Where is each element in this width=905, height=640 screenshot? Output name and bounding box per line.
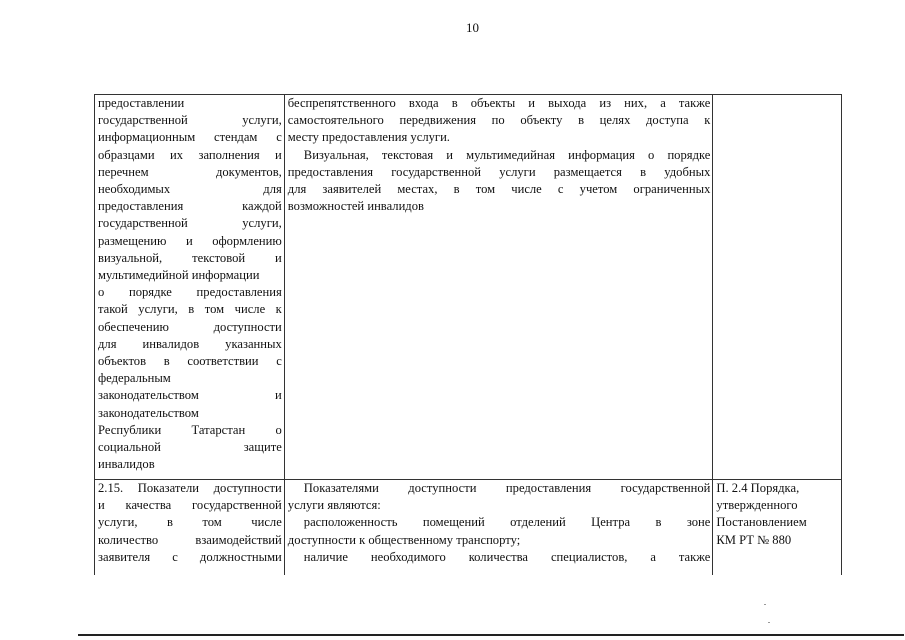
text-line: Показателями доступности предоставления государственной [303, 481, 711, 495]
text-line: услуги, в том числе [98, 515, 282, 530]
text-line: самостоятельного передвижения по объекту в целях доступа к [287, 113, 711, 128]
text-line: информационным стендам с [98, 130, 282, 145]
text-line: доступности к общественному транспорту; [287, 532, 521, 547]
text-line: законодательством и [98, 388, 282, 403]
text-line: Постановлением [716, 515, 807, 530]
text-line: услуги являются: [287, 498, 381, 513]
text-line: мультимедийной информации [98, 268, 260, 283]
page-edge-line [78, 634, 904, 636]
text-line: П. 2.4 Порядка, [716, 481, 800, 495]
text-line: Визуальная, текстовая и мультимедийная информация о порядке [303, 147, 711, 162]
text-line: размещению и оформлению [98, 233, 282, 248]
text-line: Республики Татарстан о [98, 422, 282, 437]
requirement-cell [95, 95, 285, 480]
text-line: утвержденного [716, 498, 798, 513]
text-line: государственной услуги, [98, 216, 282, 231]
text-line: необходимых для [98, 182, 282, 197]
text-line: перечнем документов, [98, 164, 282, 179]
text-line: социальной защите [98, 440, 282, 455]
text-line: расположенность помещений отделений Центра в зоне [303, 515, 711, 530]
text-line: предоставления каждой [98, 199, 282, 214]
text-line: месту предоставления услуги. [287, 130, 450, 145]
text-line: предоставлении [98, 96, 185, 110]
reference-cell [713, 480, 842, 576]
text-line: федеральным [98, 371, 171, 386]
text-line: такой услуги, в том числе к [98, 302, 282, 317]
text-line: инвалидов [98, 457, 155, 472]
text-line: образцами их заполнения и [98, 147, 282, 162]
description-cell [284, 95, 713, 480]
text-line: обеспечению доступности [98, 319, 282, 334]
reference-cell [713, 95, 842, 480]
text-line: 2.15. Показатели доступности [98, 481, 282, 495]
text-line: возможностей инвалидов [287, 199, 424, 214]
text-line: для инвалидов указанных [98, 336, 282, 351]
requirement-cell [95, 480, 285, 576]
page-number: 10 [466, 20, 479, 35]
description-cell [284, 480, 713, 576]
text-line: законодательством [98, 405, 199, 420]
text-line: и качества государственной [98, 498, 282, 513]
scan-speck [764, 604, 766, 605]
text-line: для заявителей местах, в том числе с учетом ограниченных [287, 182, 711, 197]
text-line: беспрепятственного входа в объекты и выхода из них, а также [287, 96, 711, 110]
table-row [95, 95, 842, 480]
text-line: объектов в соответствии с [98, 354, 282, 369]
text-line: государственной услуги, [98, 113, 282, 128]
text-line: предоставления государственной услуги размещается в удобных [287, 164, 711, 179]
document-table [94, 94, 842, 575]
text-line: о порядке предоставления [98, 285, 282, 300]
scan-speck [768, 622, 770, 623]
text-line: количество взаимодействий [98, 532, 282, 547]
text-line: наличие необходимого количества специалистов, а также [303, 549, 711, 564]
text-line: визуальной, текстовой и [98, 250, 282, 265]
text-line: заявителя с должностными [98, 549, 282, 564]
table-row [95, 480, 842, 576]
text-line: КМ РТ № 880 [716, 532, 792, 547]
